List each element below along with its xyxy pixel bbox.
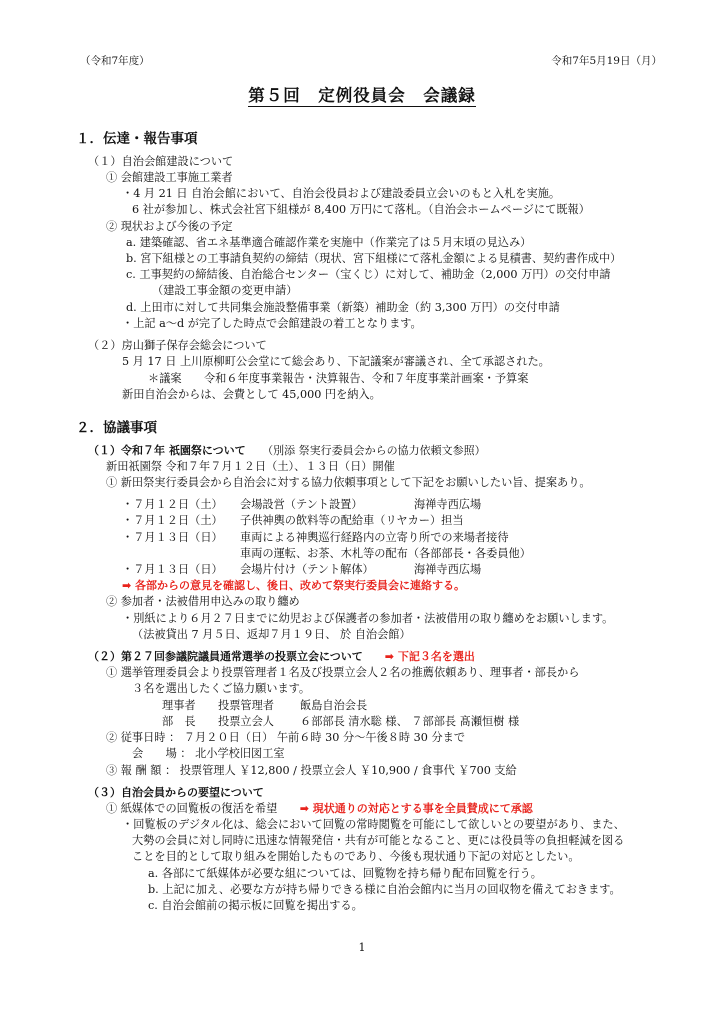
role-duty: 投票立会人 (218, 714, 274, 728)
schedule-date: ・７月１３日（日） (122, 562, 223, 576)
s2-item1-heading-note: （別添 祭実行委員会からの協力依頼文参照） (267, 443, 486, 457)
reward-value: 投票管理人 ￥12,800 / 投票立会人 ￥10,900 / 食事代 ￥700 支給 (179, 763, 517, 777)
s1-item1-sub2-d: d. 上田市に対して共同集会施設整備事業（新築）補助金（約 3,300 万円）の交付申請 (126, 300, 560, 314)
work-date-value: ７月２０日（日） 午前６時 30 分～午後８時 30 分まで (183, 731, 466, 745)
schedule-row (0, 530, 724, 546)
s1-item1-sub2-heading: ② 現状および今後の予定 (106, 219, 233, 233)
role-title: 理事者 (162, 698, 196, 712)
s1-item2-line3: 新田自治会からは、会費として 45,000 円を納入。 (122, 387, 381, 401)
schedule-row (0, 546, 724, 562)
s2-item2-sub3 (0, 763, 724, 779)
schedule-row (0, 562, 724, 578)
election-decision: ➡ 下記３名を選出 (384, 650, 475, 664)
schedule-activity: 子供神輿の飲料等の配給車（リヤカー）担当 (240, 514, 464, 528)
s1-item1-sub2-c: c. 工事契約の締結後、自治総合センター（宝くじ）に対して、補助金（2,000 万円）の交付申請 (126, 268, 611, 282)
s2-item2-sub1-line2: ３名を選出したくご協力願います。 (132, 682, 311, 696)
s1-item1-sub1-line1: ・4 月 21 日 自治会館において、自治会役員および建設委員立会いのもと入札を実施。 (122, 187, 561, 201)
schedule-activity: 会場設営（テント設置） (240, 498, 363, 512)
s2-item1-heading (0, 443, 724, 459)
fiscal-year: （令和7年度） (80, 55, 150, 67)
festival-decision: ➡ 各部からの意見を確認し、後日、改めて祭実行委員会に連絡する。 (122, 579, 466, 593)
s1-item1-sub2-note: ・上記 a～d が完了した時点で会館建設の着工となります。 (122, 316, 422, 330)
work-date-label: ② 従事日時 ： (106, 731, 181, 745)
page-title (0, 84, 724, 108)
role-row (0, 698, 724, 714)
schedule-row (0, 513, 724, 529)
schedule-row (0, 497, 724, 513)
s2-item2-sub2-venue (0, 746, 724, 762)
schedule-date: ・７月１２日（土） (122, 514, 223, 528)
role-person: ６部部長 清水聡 様、 ７部部長 髙瀬恒樹 様 (300, 714, 520, 728)
s2-item1-sub1-heading: ① 新田祭実行委員会から自治会に対する協力依頼事項として下記をお願いしたい旨、提案あり。 (106, 475, 591, 489)
s2-item3-line2: 大勢の会員に対し同時に迅速な情報発信・共有が可能となること、更には役員等の負担軽減を図る (132, 834, 625, 848)
role-row (0, 714, 724, 730)
role-person: 飯島自治会長 (300, 698, 368, 712)
section-1-heading: １．伝達・報告事項 (76, 131, 198, 147)
schedule-date (122, 546, 240, 562)
s2-item1-sub2-heading: ② 参加者・法被借用申込みの取り纏め (106, 595, 300, 609)
meeting-date: 令和7年5月19日（月） (551, 55, 662, 67)
s1-item2-heading: （２）房山獅子保存会総会について (88, 339, 267, 353)
page-number: 1 (358, 941, 366, 954)
reward-label: ③ 報 酬 額 ： (106, 763, 177, 777)
schedule-activity: 車両の運転、お茶、木札等の配布（各部部長・各委員他） (240, 546, 531, 560)
schedule-date: ・７月１３日（日） (122, 530, 223, 544)
schedule-date: ・７月１２日（土） (122, 498, 223, 512)
s2-item3-heading: （３）自治会員からの要望について (88, 785, 264, 799)
s2-item3-line1: ・回覧板のデジタル化は、総会において回覧の常時閲覧を可能にして欲しいとの要望があり、また、 (122, 817, 625, 831)
venue-value: 北小学校旧図工室 (195, 747, 285, 761)
page-title-text: 第５回 定例役員会 会議録 (248, 86, 476, 105)
role-title: 部 長 (162, 714, 196, 728)
s1-item1-sub1-heading: ① 会館建設工事施工業者 (106, 170, 233, 184)
s2-item1-sub2-line1: ・別紙により６月２７日までに幼児および保護者の参加者・法被借用の取り纏めをお願いします。 (122, 611, 614, 625)
s2-item1-decision (0, 578, 724, 594)
document-body (0, 126, 724, 914)
section-2-heading: ２．協議事項 (76, 420, 157, 437)
s1-item1-heading: （１）自治会館建設について (88, 154, 234, 168)
venue-label: 会 場 ： (132, 747, 192, 761)
s2-item1-line1: 新田祇園祭 令和７年７月１２日（土）、１３日（日）開催 (106, 459, 395, 473)
schedule-location: 海禅寺西広場 (414, 562, 482, 576)
role-duty: 投票管理者 (218, 698, 274, 712)
s1-item2-line2: ＊議案 令和６年度事業報告・決算報告、令和７年度事業計画案・予算案 (148, 371, 529, 385)
festival-schedule (0, 497, 724, 578)
s1-item1-sub2-b: b. 宮下組様との工事請負契約の締結（現状、宮下組様にて落札金額による見積書、契約書作成中） (126, 251, 622, 265)
s1-item1-sub2-a: a. 建築確認、省エネ基準適合確認作業を実施中（作業完了は５月末頃の見込み） (126, 235, 532, 249)
s1-item1-sub2-c2: （建設工事金額の変更申請） (152, 284, 298, 298)
s2-item2-sub1-heading: ① 選挙管理委員会より投票管理者１名及び投票立会人２名の推薦依頼あり、理事者・部長から (106, 666, 580, 680)
s2-item3-sub1-heading (0, 801, 724, 817)
schedule-location: 海禅寺西広場 (414, 498, 482, 512)
request-heading: ① 紙媒体での回覧板の復活を希望 (106, 801, 278, 815)
s2-item2-heading-text: （２）第２７回参議院議員通常選挙の投票立会について (88, 650, 363, 664)
s2-item3-b: b. 上記に加え、必要な方が持ち帰りできる様に自治会館内に当月の回収物を備えておきます。 (148, 882, 621, 896)
s2-item3-line3: ことを目的として取り組みを開始したものであり、今後も現状通り下記の対応としたい。 (132, 850, 580, 864)
schedule-activity: 車両による神輿巡行経路内の立寄り所での来場者接待 (240, 530, 509, 544)
s1-item1-sub1-line2: 6 社が参加し、株式会社宮下組様が 8,400 万円にて落札。（自治会ホームページにて既報） (132, 203, 590, 217)
election-roles (0, 698, 724, 730)
request-decision: ➡ 現状通りの対応とする事を全員賛成にて承認 (299, 801, 533, 815)
s2-item3-c: c. 自治会館前の掲示板に回覧を掲出する。 (148, 899, 363, 913)
s2-item1-sub2-line2: （法被貸出 7 月５日、返却７月１９日、 於 自治会館） (132, 627, 411, 641)
schedule-activity: 会場片付け（テント解体） (240, 562, 374, 576)
s2-item3-a: a. 各部にて紙媒体が必要な組については、回覧物を持ち帰り配布回覧を行う。 (148, 866, 542, 880)
s1-item2-line1: 5 月 17 日 上川原柳町公会堂にて総会あり、下記議案が審議され、全て承認された。 (122, 355, 550, 369)
s2-item1-heading-text: （１）令和７年 祇園祭について (88, 443, 246, 457)
s2-item2-sub2-date (0, 730, 724, 746)
s2-item2-heading (0, 649, 724, 665)
